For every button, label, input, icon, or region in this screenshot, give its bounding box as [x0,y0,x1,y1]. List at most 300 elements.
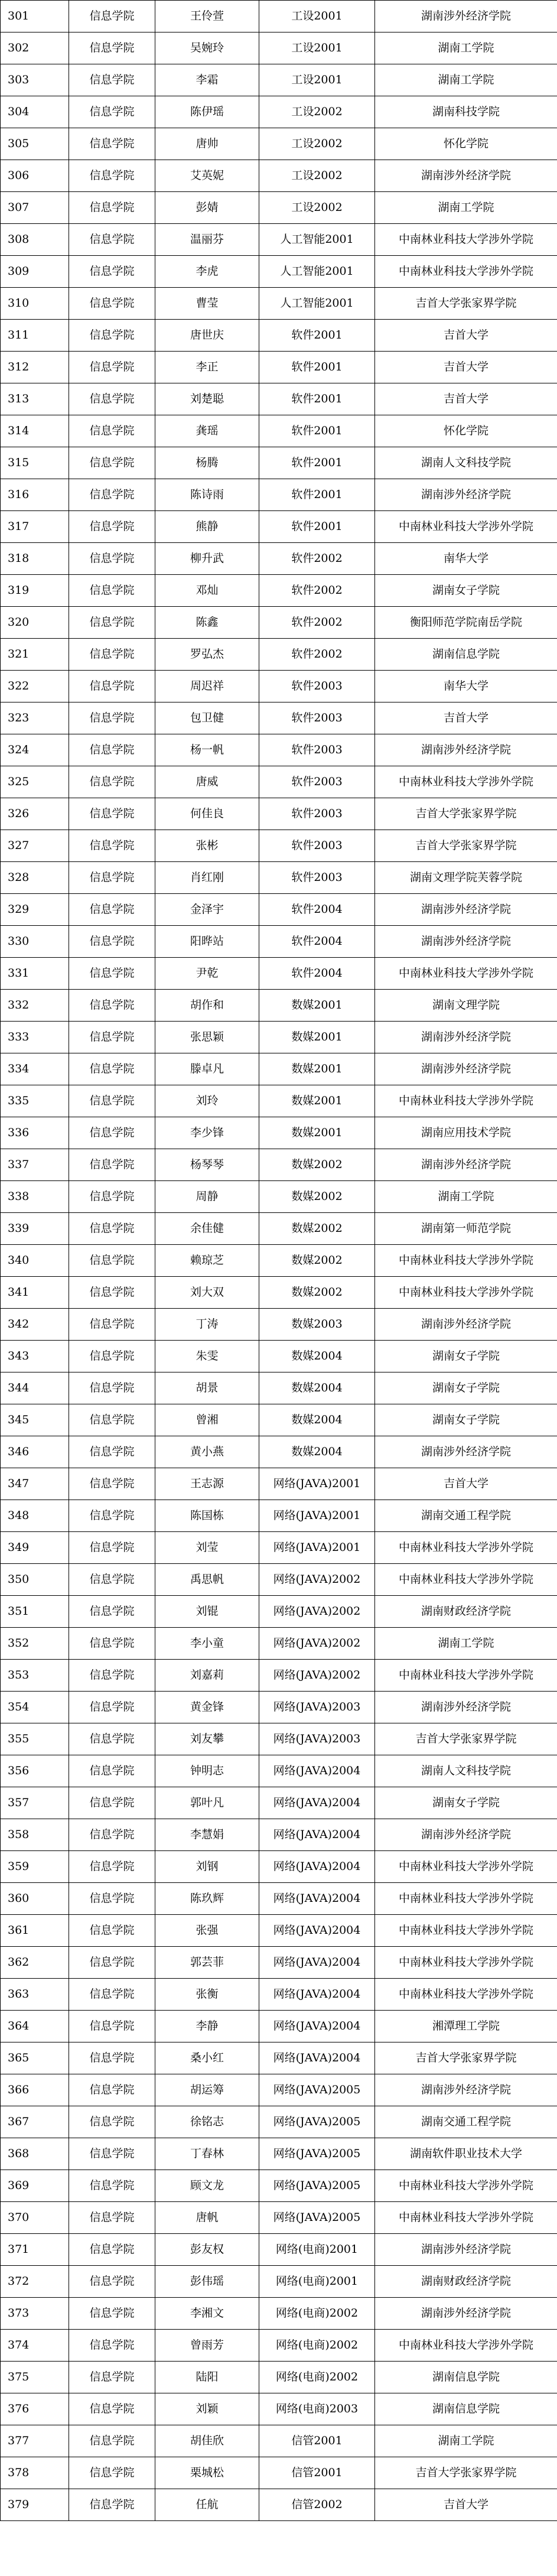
student-name-cell: 桑小红 [155,2042,259,2074]
class-cell: 软件2001 [259,383,375,415]
class-cell: 软件2003 [259,798,375,830]
table-row [1,894,557,926]
admitted-school-cell: 湖南涉外经济学院 [375,1819,557,1851]
admitted-school-cell: 湖南交通工程学院 [375,2106,557,2138]
class-cell: 网络(JAVA)2004 [259,1819,375,1851]
class-cell: 网络(电商)2001 [259,2266,375,2298]
row-number: 356 [1,1755,69,1787]
class-cell: 工设2002 [259,128,375,160]
row-number: 371 [1,2234,69,2266]
class-cell: 网络(JAVA)2004 [259,2042,375,2074]
table-row [1,1,557,32]
class-cell: 网络(JAVA)2004 [259,1979,375,2011]
table-row [1,990,557,1022]
table-row [1,2106,557,2138]
student-name-cell: 李湘文 [155,2298,259,2330]
row-number: 334 [1,1053,69,1085]
row-number: 355 [1,1723,69,1755]
college-cell: 信息学院 [69,1532,155,1564]
table-row [1,1309,557,1341]
table-row [1,1436,557,1468]
row-number: 312 [1,352,69,383]
student-name-cell: 徐铭志 [155,2106,259,2138]
admitted-school-cell: 中南林业科技大学涉外学院 [375,1851,557,1883]
table-row [1,1404,557,1436]
class-cell: 网络(JAVA)2001 [259,1532,375,1564]
class-cell: 数媒2001 [259,1022,375,1053]
row-number: 365 [1,2042,69,2074]
college-cell: 信息学院 [69,671,155,702]
table-row [1,734,557,766]
admitted-school-cell: 湖南文理学院 [375,990,557,1022]
class-cell: 人工智能2001 [259,288,375,320]
college-cell: 信息学院 [69,96,155,128]
row-number: 326 [1,798,69,830]
student-name-cell: 温丽芬 [155,224,259,256]
class-cell: 网络(JAVA)2003 [259,1723,375,1755]
student-name-cell: 胡景 [155,1372,259,1404]
college-cell: 信息学院 [69,1915,155,1947]
student-name-cell: 郭叶凡 [155,1787,259,1819]
college-cell: 信息学院 [69,1436,155,1468]
row-number: 306 [1,160,69,192]
row-number: 377 [1,2425,69,2457]
row-number: 375 [1,2362,69,2393]
table-row [1,1341,557,1372]
class-cell: 网络(JAVA)2002 [259,1596,375,1628]
student-name-cell: 张衡 [155,1979,259,2011]
student-name-cell: 肖红刚 [155,862,259,894]
row-number: 370 [1,2202,69,2234]
admitted-school-cell: 中南林业科技大学涉外学院 [375,766,557,798]
row-number: 309 [1,256,69,288]
student-name-cell: 曾湘 [155,1404,259,1436]
row-number: 361 [1,1915,69,1947]
class-cell: 数媒2002 [259,1245,375,1277]
admitted-school-cell: 南华大学 [375,671,557,702]
row-number: 307 [1,192,69,224]
class-cell: 软件2001 [259,320,375,352]
table-row [1,1564,557,1596]
admitted-school-cell: 湖南工学院 [375,64,557,96]
college-cell: 信息学院 [69,64,155,96]
row-number: 337 [1,1149,69,1181]
student-name-cell: 刘莹 [155,1532,259,1564]
class-cell: 软件2003 [259,830,375,862]
class-cell: 数媒2002 [259,1181,375,1213]
college-cell: 信息学院 [69,830,155,862]
table-row [1,639,557,671]
row-number: 313 [1,383,69,415]
student-name-cell: 李正 [155,352,259,383]
table-row [1,1532,557,1564]
college-cell: 信息学院 [69,2074,155,2106]
row-number: 358 [1,1819,69,1851]
table-row [1,1022,557,1053]
student-name-cell: 阳晔站 [155,926,259,958]
class-cell: 网络(JAVA)2001 [259,1468,375,1500]
student-name-cell: 王伶萱 [155,1,259,32]
college-cell: 信息学院 [69,862,155,894]
student-name-cell: 曹莹 [155,288,259,320]
college-cell: 信息学院 [69,1596,155,1628]
student-name-cell: 陈伊瑶 [155,96,259,128]
admitted-school-cell: 吉首大学 [375,1468,557,1500]
college-cell: 信息学院 [69,990,155,1022]
admitted-school-cell: 怀化学院 [375,415,557,447]
admitted-school-cell: 吉首大学 [375,383,557,415]
college-cell: 信息学院 [69,1309,155,1341]
class-cell: 网络(JAVA)2005 [259,2170,375,2202]
table-row [1,1213,557,1245]
student-name-cell: 艾英妮 [155,160,259,192]
class-cell: 数媒2001 [259,1053,375,1085]
admitted-school-cell: 湖南涉外经济学院 [375,1022,557,1053]
row-number: 340 [1,1245,69,1277]
table-row [1,2074,557,2106]
table-row [1,1053,557,1085]
row-number: 342 [1,1309,69,1341]
row-number: 331 [1,958,69,990]
row-number: 305 [1,128,69,160]
class-cell: 网络(JAVA)2004 [259,1787,375,1819]
college-cell: 信息学院 [69,2393,155,2425]
table-row [1,830,557,862]
admitted-school-cell: 湖南人文科技学院 [375,447,557,479]
student-name-cell: 唐世庆 [155,320,259,352]
college-cell: 信息学院 [69,1404,155,1436]
admitted-school-cell: 中南林业科技大学涉外学院 [375,1947,557,1979]
student-name-cell: 胡佳欣 [155,2425,259,2457]
class-cell: 工设2001 [259,64,375,96]
table-row [1,1660,557,1692]
student-name-cell: 赖琼芝 [155,1245,259,1277]
admitted-school-cell: 湖南财政经济学院 [375,2266,557,2298]
admitted-school-cell: 吉首大学 [375,702,557,734]
student-name-cell: 黄金锋 [155,1692,259,1723]
class-cell: 软件2004 [259,894,375,926]
row-number: 325 [1,766,69,798]
student-name-cell: 龚瑶 [155,415,259,447]
table-row [1,447,557,479]
college-cell: 信息学院 [69,1883,155,1915]
student-name-cell: 任航 [155,2489,259,2521]
college-cell: 信息学院 [69,1053,155,1085]
college-cell: 信息学院 [69,1692,155,1723]
row-number: 327 [1,830,69,862]
row-number: 323 [1,702,69,734]
row-number: 372 [1,2266,69,2298]
college-cell: 信息学院 [69,926,155,958]
student-name-cell: 李虎 [155,256,259,288]
row-number: 310 [1,288,69,320]
admitted-school-cell: 南华大学 [375,543,557,575]
table-row [1,383,557,415]
class-cell: 网络(JAVA)2002 [259,1628,375,1660]
table-row [1,2138,557,2170]
class-cell: 数媒2001 [259,990,375,1022]
table-row [1,2457,557,2489]
student-name-cell: 丁春林 [155,2138,259,2170]
admitted-school-cell: 中南林业科技大学涉外学院 [375,1532,557,1564]
student-name-cell: 滕卓凡 [155,1053,259,1085]
student-name-cell: 李小童 [155,1628,259,1660]
class-cell: 工设2001 [259,1,375,32]
student-name-cell: 刘大双 [155,1277,259,1309]
admitted-school-cell: 湖南工学院 [375,192,557,224]
class-cell: 数媒2004 [259,1436,375,1468]
class-cell: 人工智能2001 [259,224,375,256]
table-row [1,2298,557,2330]
student-name-cell: 朱雯 [155,1341,259,1372]
class-cell: 工设2002 [259,96,375,128]
student-name-cell: 杨一帆 [155,734,259,766]
student-name-cell: 王志源 [155,1468,259,1500]
student-name-cell: 陈鑫 [155,607,259,639]
admitted-school-cell: 湖南信息学院 [375,639,557,671]
student-name-cell: 丁涛 [155,1309,259,1341]
class-cell: 数媒2002 [259,1149,375,1181]
class-cell: 网络(电商)2002 [259,2362,375,2393]
table-row [1,702,557,734]
class-cell: 网络(JAVA)2002 [259,1564,375,1596]
college-cell: 信息学院 [69,1149,155,1181]
table-row [1,1915,557,1947]
class-cell: 信管2002 [259,2489,375,2521]
college-cell: 信息学院 [69,192,155,224]
table-row [1,1596,557,1628]
class-cell: 数媒2004 [259,1372,375,1404]
student-name-cell: 张强 [155,1915,259,1947]
table-row [1,192,557,224]
class-cell: 网络(JAVA)2001 [259,1500,375,1532]
table-row [1,415,557,447]
row-number: 369 [1,2170,69,2202]
college-cell: 信息学院 [69,639,155,671]
row-number: 373 [1,2298,69,2330]
college-cell: 信息学院 [69,766,155,798]
student-name-cell: 郭芸菲 [155,1947,259,1979]
table-row [1,1883,557,1915]
row-number: 359 [1,1851,69,1883]
table-row [1,2362,557,2393]
class-cell: 软件2002 [259,639,375,671]
table-row [1,160,557,192]
student-name-cell: 刘玲 [155,1085,259,1117]
class-cell: 信管2001 [259,2457,375,2489]
row-number: 348 [1,1500,69,1532]
college-cell: 信息学院 [69,2266,155,2298]
table-row [1,2202,557,2234]
row-number: 324 [1,734,69,766]
student-name-cell: 柳升武 [155,543,259,575]
student-name-cell: 熊静 [155,511,259,543]
student-name-cell: 李霜 [155,64,259,96]
college-cell: 信息学院 [69,1117,155,1149]
admitted-school-cell: 湖南工学院 [375,1181,557,1213]
admitted-school-cell: 衡阳师范学院南岳学院 [375,607,557,639]
admitted-school-cell: 湖南涉外经济学院 [375,1,557,32]
class-cell: 网络(JAVA)2004 [259,1755,375,1787]
admitted-school-cell: 湖南信息学院 [375,2362,557,2393]
class-cell: 网络(JAVA)2005 [259,2106,375,2138]
college-cell: 信息学院 [69,1564,155,1596]
row-number: 314 [1,415,69,447]
table-row [1,2234,557,2266]
college-cell: 信息学院 [69,1468,155,1500]
table-row [1,958,557,990]
student-name-cell: 陆阳 [155,2362,259,2393]
admitted-school-cell: 湖南涉外经济学院 [375,894,557,926]
admitted-school-cell: 湖南交通工程学院 [375,1500,557,1532]
row-number: 351 [1,1596,69,1628]
class-cell: 网络(电商)2003 [259,2393,375,2425]
row-number: 376 [1,2393,69,2425]
student-name-cell: 周静 [155,1181,259,1213]
admitted-school-cell: 湖南财政经济学院 [375,1596,557,1628]
row-number: 335 [1,1085,69,1117]
student-name-cell: 彭友权 [155,2234,259,2266]
college-cell: 信息学院 [69,447,155,479]
college-cell: 信息学院 [69,160,155,192]
admitted-school-cell: 湖南涉外经济学院 [375,479,557,511]
college-cell: 信息学院 [69,1787,155,1819]
college-cell: 信息学院 [69,2234,155,2266]
student-name-cell: 刘颖 [155,2393,259,2425]
class-cell: 软件2002 [259,543,375,575]
college-cell: 信息学院 [69,1755,155,1787]
class-cell: 软件2003 [259,734,375,766]
row-number: 344 [1,1372,69,1404]
admitted-school-cell: 吉首大学张家界学院 [375,798,557,830]
class-cell: 软件2003 [259,862,375,894]
student-name-cell: 禹思帆 [155,1564,259,1596]
college-cell: 信息学院 [69,1,155,32]
row-number: 374 [1,2330,69,2362]
college-cell: 信息学院 [69,2425,155,2457]
table-row [1,1085,557,1117]
class-cell: 数媒2003 [259,1309,375,1341]
row-number: 345 [1,1404,69,1436]
class-cell: 软件2001 [259,511,375,543]
row-number: 338 [1,1181,69,1213]
admitted-school-cell: 中南林业科技大学涉外学院 [375,958,557,990]
table-row [1,64,557,96]
college-cell: 信息学院 [69,479,155,511]
class-cell: 软件2003 [259,702,375,734]
admitted-school-cell: 湖南信息学院 [375,2393,557,2425]
student-name-cell: 栗城松 [155,2457,259,2489]
row-number: 311 [1,320,69,352]
class-cell: 网络(JAVA)2005 [259,2138,375,2170]
class-cell: 数媒2002 [259,1213,375,1245]
table-row [1,288,557,320]
class-cell: 网络(JAVA)2002 [259,1660,375,1692]
row-number: 332 [1,990,69,1022]
table-row [1,543,557,575]
row-number: 317 [1,511,69,543]
student-name-cell: 唐威 [155,766,259,798]
student-name-cell: 彭伟瑶 [155,2266,259,2298]
student-name-cell: 李少锋 [155,1117,259,1149]
row-number: 328 [1,862,69,894]
table-row [1,2393,557,2425]
college-cell: 信息学院 [69,2362,155,2393]
admitted-school-cell: 中南林业科技大学涉外学院 [375,256,557,288]
class-cell: 软件2001 [259,352,375,383]
table-row [1,2425,557,2457]
table-row [1,320,557,352]
student-name-cell: 唐帆 [155,2202,259,2234]
admitted-school-cell: 湖南涉外经济学院 [375,2074,557,2106]
table-row [1,862,557,894]
row-number: 350 [1,1564,69,1596]
student-name-cell: 刘钢 [155,1851,259,1883]
class-cell: 软件2003 [259,766,375,798]
admitted-school-cell: 湖南涉外经济学院 [375,1149,557,1181]
row-number: 301 [1,1,69,32]
admitted-school-cell: 湖南涉外经济学院 [375,2234,557,2266]
table-row [1,575,557,607]
row-number: 329 [1,894,69,926]
admitted-school-cell: 中南林业科技大学涉外学院 [375,224,557,256]
class-cell: 软件2004 [259,926,375,958]
class-cell: 工设2002 [259,192,375,224]
college-cell: 信息学院 [69,1085,155,1117]
row-number: 346 [1,1436,69,1468]
college-cell: 信息学院 [69,2106,155,2138]
row-number: 320 [1,607,69,639]
admitted-school-cell: 吉首大学张家界学院 [375,288,557,320]
college-cell: 信息学院 [69,288,155,320]
student-name-cell: 张彬 [155,830,259,862]
row-number: 319 [1,575,69,607]
college-cell: 信息学院 [69,2138,155,2170]
admitted-school-cell: 湖南涉外经济学院 [375,734,557,766]
college-cell: 信息学院 [69,511,155,543]
college-cell: 信息学院 [69,2298,155,2330]
college-cell: 信息学院 [69,1277,155,1309]
table-row [1,2330,557,2362]
row-number: 364 [1,2011,69,2042]
student-name-cell: 钟明志 [155,1755,259,1787]
table-row [1,1372,557,1404]
table-row [1,1947,557,1979]
college-cell: 信息学院 [69,352,155,383]
table-row [1,926,557,958]
table-row [1,2170,557,2202]
college-cell: 信息学院 [69,1022,155,1053]
row-number: 321 [1,639,69,671]
student-name-cell: 李慧娟 [155,1819,259,1851]
college-cell: 信息学院 [69,543,155,575]
admitted-school-cell: 湖南应用技术学院 [375,1117,557,1149]
class-cell: 数媒2004 [259,1341,375,1372]
row-number: 379 [1,2489,69,2521]
class-cell: 网络(JAVA)2004 [259,1915,375,1947]
admitted-school-cell: 湖南人文科技学院 [375,1755,557,1787]
class-cell: 网络(电商)2002 [259,2330,375,2362]
table-row [1,1755,557,1787]
college-cell: 信息学院 [69,1660,155,1692]
student-name-cell: 曾雨芳 [155,2330,259,2362]
row-number: 367 [1,2106,69,2138]
class-cell: 网络(电商)2001 [259,2234,375,2266]
student-name-cell: 杨琴琴 [155,1149,259,1181]
table-row [1,1181,557,1213]
admitted-school-cell: 湖南第一师范学院 [375,1213,557,1245]
class-cell: 软件2002 [259,607,375,639]
